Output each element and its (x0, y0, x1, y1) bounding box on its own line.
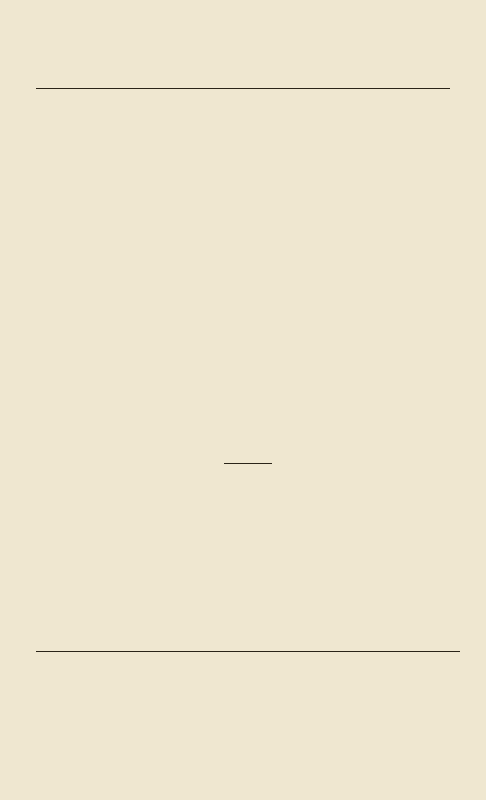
text-line (36, 378, 460, 403)
page-header (36, 64, 450, 90)
text-line (36, 247, 460, 272)
footnote-rule (36, 651, 460, 652)
body-text (36, 92, 460, 747)
text-line (36, 512, 460, 537)
paragraph (36, 690, 460, 739)
text-line (36, 304, 460, 329)
text-line (36, 402, 460, 427)
text-line (36, 618, 460, 643)
text-line (36, 166, 460, 191)
footnotes (36, 658, 460, 740)
header-rule (36, 88, 450, 89)
text-line (36, 92, 460, 117)
text-line (36, 715, 460, 740)
text-line (36, 353, 460, 378)
text-line (36, 690, 460, 715)
text-line (36, 141, 460, 166)
text-line (36, 569, 460, 594)
paragraph (36, 304, 460, 451)
text-line (36, 427, 460, 452)
body-section-bottom (36, 512, 460, 643)
text-line (36, 190, 460, 215)
body-section-top (36, 92, 460, 451)
paragraph (36, 92, 460, 215)
text-line (36, 658, 460, 683)
section-heading (36, 478, 460, 506)
paragraph (36, 569, 460, 643)
paragraph (36, 223, 460, 297)
text-line (36, 117, 460, 142)
text-line (36, 223, 460, 248)
section-divider (224, 463, 272, 464)
text-line (36, 272, 460, 297)
paragraph (36, 658, 460, 683)
text-line (36, 329, 460, 354)
text-line (36, 537, 460, 562)
text-line (36, 594, 460, 619)
paragraph (36, 512, 460, 561)
